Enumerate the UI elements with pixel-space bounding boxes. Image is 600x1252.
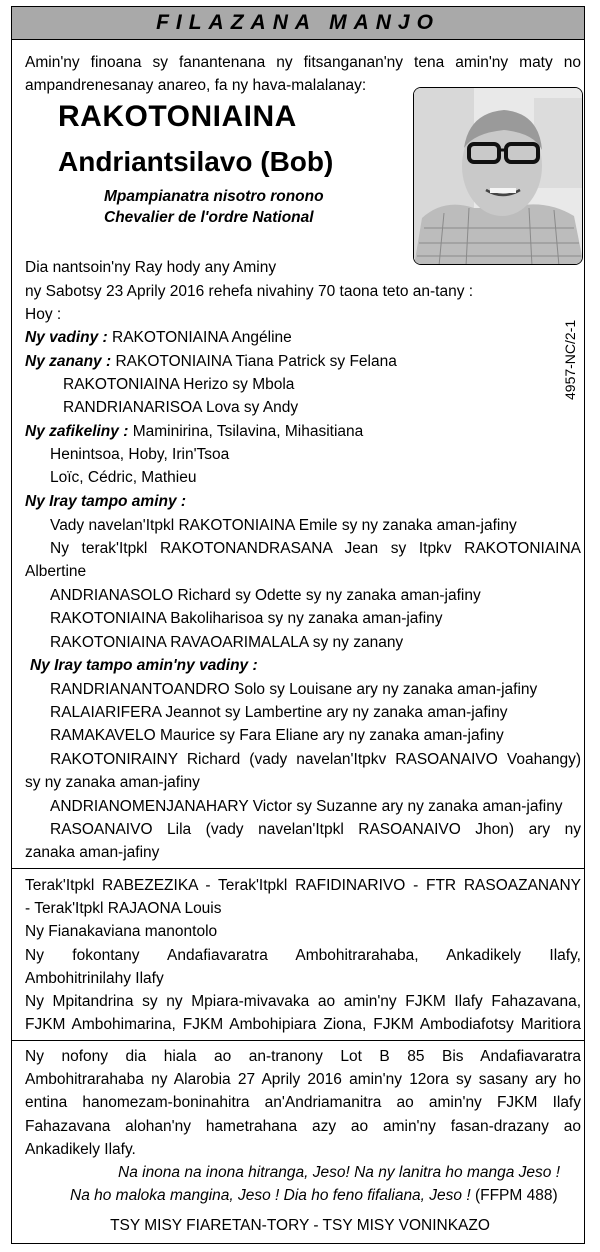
spouse-name: RAKOTONIAINA Angéline [112,329,292,346]
verse-reference: (FFPM 488) [470,1187,558,1204]
death-line-1: Dia nantsoin'ny Ray hody any Aminy [25,259,277,276]
sibling-entry: ANDRIANASOLO Richard sy Odette sy ny zanaka aman-jafiny [50,587,481,604]
verse-line-1: Na inona na inona hitranga, Jeso! Na ny lanitra ho manga Jeso ! [118,1164,561,1181]
relatives-line: Ny Fianakaviana manontolo [25,923,218,940]
relatives-line: - Terak'Itpkl RAJAONA Louis [25,900,222,917]
relatives-line: Terak'Itpkl RABEZEZIKA - Terak'Itpkl RAFIDINARIVO - FTR RASOAZANANY [25,877,581,894]
funeral-line: Ambohitrarahaba ny Alarobia 27 Aprily 2016 amin'ny 12ora sy sasany ary ho [25,1071,581,1088]
grandchild-entry: Henintsoa, Hoby, Irin'Tsoa [50,446,230,463]
verse-text: Na ho maloka mangina, Jeso ! Dia ho feno fifaliana, Jeso ! [70,1187,471,1204]
child-entry: RAKOTONIAINA Tiana Patrick sy Felana [115,353,397,370]
sibling-entry-cont: Albertine [25,563,87,580]
spouse-siblings-label: Ny Iray tampo amin'ny vadiny : [30,657,258,674]
funeral-line: entina hanomezam-boninahitra an'Andriamanitra ao amin'ny FJKM Ilafy [25,1094,581,1111]
deceased-title-2: Chevalier de l'ordre National [104,209,314,226]
footer-note: TSY MISY FIARETAN-TORY - TSY MISY VONINKAZO [110,1217,490,1234]
relatives-line: Ny fokontany Andafiavaratra Ambohitrarahaba, Ankadikely Ilafy, [25,947,581,964]
deceased-given-name: Andriantsilavo (Bob) [58,146,334,177]
funeral-line: Ankadikely Ilafy. [25,1141,136,1158]
grandchild-entry: Maminirina, Tsilavina, Mihasitiana [132,423,364,440]
deceased-title-1: Mpampianatra nisotro ronono [104,188,324,205]
spouse-sibling-entry: RAKOTONIRAINY Richard (vady navelan'Itpkv RASOANAIVO Voahangy) [50,751,581,768]
children-label: Ny zanany : [25,353,112,370]
funeral-line: Fahazavana alohan'ny hametrahana azy ao amin'ny fasan-drazany ao [25,1118,581,1135]
intro-line-1: Amin'ny finoana sy fanantenana ny fitsanganan'ny tena amin'ny maty no [25,54,581,71]
spouse-sibling-entry-cont: zanaka aman-jafiny [25,844,160,861]
spouse-sibling-entry: RANDRIANANTOANDRO Solo sy Louisane ary ny zanaka aman-jafiny [50,681,538,698]
spouse-sibling-entry: RALAIARIFERA Jeannot sy Lambertine ary ny zanaka aman-jafiny [50,704,508,721]
relatives-line: Ambohitrinilahy Ilafy [25,970,164,987]
relatives-line: Ny Mpitandrina sy ny Mpiara-mivavaka ao amin'ny FJKM Ilafy Fahazavana, [25,993,581,1010]
death-line-3: Hoy : [25,306,62,323]
intro-line-2: ampandrenesanay anareo, fa ny hava-malalanay: [25,77,367,94]
siblings-label: Ny Iray tampo aminy : [25,493,187,510]
sibling-entry: Vady navelan'Itpkl RAKOTONIAINA Emile sy ny zanaka aman-jafiny [50,517,517,534]
child-entry: RANDRIANARISOA Lova sy Andy [63,399,299,416]
section-divider [11,1040,585,1041]
grandchildren-line-1 [25,422,363,442]
grandchildren-label: Ny zafikeliny : [25,423,129,440]
verse-line-2 [70,1186,558,1206]
spouse-label: Ny vadiny : [25,329,108,346]
deceased-surname: RAKOTONIAINA [58,100,297,133]
child-entry: RAKOTONIAINA Herizo sy Mbola [63,376,295,393]
portrait-photo [413,87,583,265]
funeral-line: Ny nofony dia hiala ao an-tranony Lot B 85 Bis Andafiavaratra [25,1048,581,1065]
section-divider [11,868,585,869]
children-line-1 [25,352,397,372]
spouse-sibling-entry: RASOANAIVO Lila (vady navelan'Itpkl RASOANAIVO Jhon) ary ny [50,821,581,838]
grandchild-entry: Loïc, Cédric, Mathieu [50,469,197,486]
sibling-entry: RAKOTONIAINA Bakoliharisoa sy ny zanaka aman-jafiny [50,610,443,627]
spouse-sibling-entry: ANDRIANOMENJANAHARY Victor sy Suzanne ary ny zanaka aman-jafiny [50,798,563,815]
spouse-sibling-entry-cont: sy ny zanaka aman-jafiny [25,774,200,791]
spouse-line [25,328,292,348]
reference-code: 4957-NC/2-1 [562,319,578,400]
sibling-entry: RAKOTONIAINA RAVAOARIMALALA sy ny zanany [50,634,404,651]
notice-title: FILAZANA MANJO [156,11,440,34]
death-line-2: ny Sabotsy 23 Aprily 2016 rehefa nivahiny 70 taona teto an-tany : [25,283,474,300]
sibling-entry: Ny terak'Itpkl RAKOTONANDRASANA Jean sy Itpkv RAKOTONIAINA [50,540,581,557]
relatives-line: FJKM Ambohimarina, FJKM Ambohipiara Ziona, FJKM Ambodiafotsy Maritiora [25,1016,581,1033]
spouse-sibling-entry: RAMAKAVELO Maurice sy Fara Eliane ary ny zanaka aman-jafiny [50,727,504,744]
notice-header [11,6,585,40]
